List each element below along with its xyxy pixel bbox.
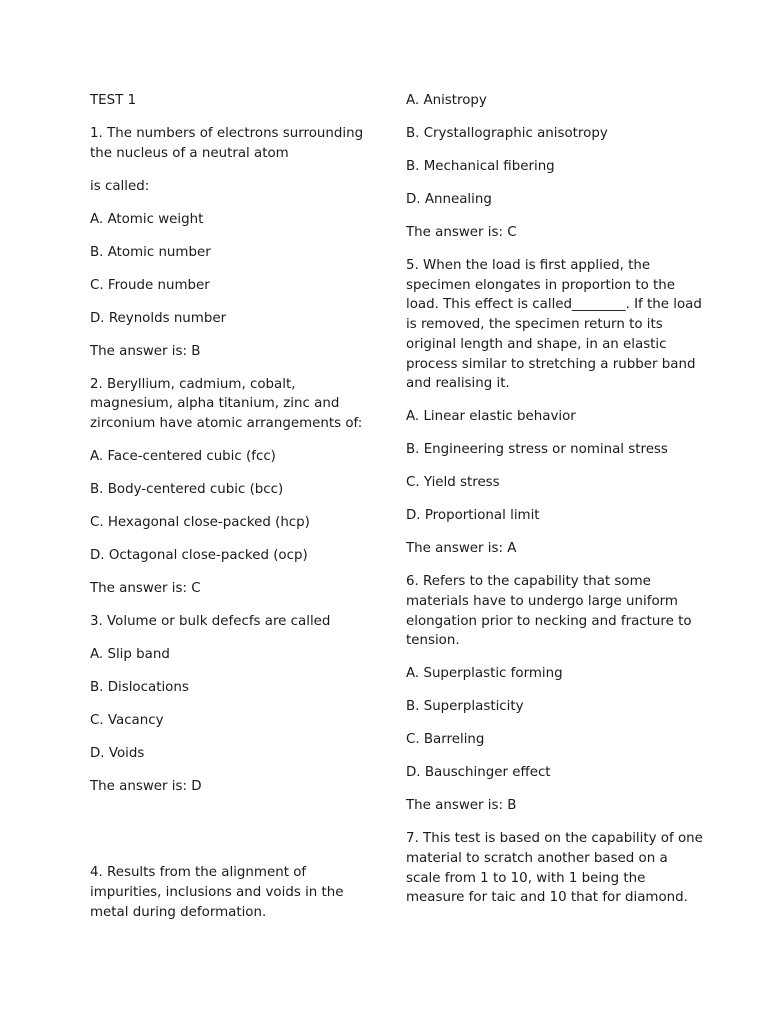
blank-space [90, 810, 368, 863]
q3-answer: The answer is: D [90, 779, 202, 795]
q2-answer: The answer is: C [90, 581, 201, 597]
q5-option-d: D. Proportional limit [406, 508, 540, 524]
q2-option-d: D. Octagonal close-packed (ocp) [90, 548, 308, 564]
q3-option-b: B. Dislocations [90, 680, 189, 696]
q3-option-c: C. Vacancy [90, 713, 164, 729]
q3-option-d: D. Voids [90, 746, 145, 762]
question-5: 5. When the load is first applied, the specimen elongates in proportion to the load. This effect is called________. If the load is removed, the specimen return to its original length and shape, in an elastic process similar to stretching a rubber band and realising it. [406, 258, 702, 392]
question-6: 6. Refers to the capability that some materials have to undergo large uniform elongation prior to necking and fracture to tension. [406, 574, 692, 649]
q1-option-d: D. Reynolds number [90, 310, 227, 326]
question-1-continued: is called: [90, 178, 150, 194]
q2-option-a: A. Face-centered cubic (fcc) [90, 449, 276, 465]
q1-option-a: A. Atomic weight [90, 211, 204, 227]
q4-option-b-duplicate: B. Mechanical fibering [406, 159, 555, 174]
q2-option-b: B. Body-centered cubic (bcc) [90, 482, 284, 498]
q1-answer: The answer is: B [90, 343, 201, 359]
q4-answer: The answer is: C [406, 225, 517, 240]
question-2: 2. Beryllium, cadmium, cobalt, magnesium, alpha titanium, zinc and zirconium have atomic arrangements of: [90, 376, 363, 432]
q4-option-d: D. Annealing [406, 192, 492, 207]
q6-option-c: C. Barreling [406, 732, 485, 748]
q1-option-c: C. Froude number [90, 277, 210, 293]
q3-option-a: A. Slip band [90, 647, 170, 663]
q2-option-c: C. Hexagonal close-packed (hcp) [90, 515, 310, 531]
test-title: TEST 1 [90, 93, 137, 108]
question-7: 7. This test is based on the capability of one material to scratch another based on a scale from 1 to 10, with 1 being the measure for taic and 10 that for diamond. [406, 831, 703, 906]
question-1: 1. The numbers of electrons surrounding the nucleus of a neutral atom [90, 126, 364, 161]
left-column [90, 91, 368, 936]
question-4: 4. Results from the alignment of impurities, inclusions and voids in the metal during deformation. [90, 865, 344, 920]
q5-option-a: A. Linear elastic behavior [406, 409, 576, 425]
q6-option-a: A. Superplastic forming [406, 666, 563, 682]
q6-answer: The answer is: B [406, 798, 517, 814]
question-3: 3. Volume or bulk defecfs are called [90, 614, 331, 630]
q5-option-c: C. Yield stress [406, 475, 500, 491]
q4-option-b: B. Crystallographic anisotropy [406, 126, 608, 141]
q5-answer: The answer is: A [406, 541, 517, 557]
q5-option-b: B. Engineering stress or nominal stress [406, 442, 668, 458]
q6-option-d: D. Bauschinger effect [406, 765, 551, 781]
q4-option-a: A. Anistropy [406, 93, 487, 108]
q1-option-b: B. Atomic number [90, 244, 211, 260]
q6-option-b: B. Superplasticity [406, 699, 524, 715]
right-column [406, 91, 706, 921]
